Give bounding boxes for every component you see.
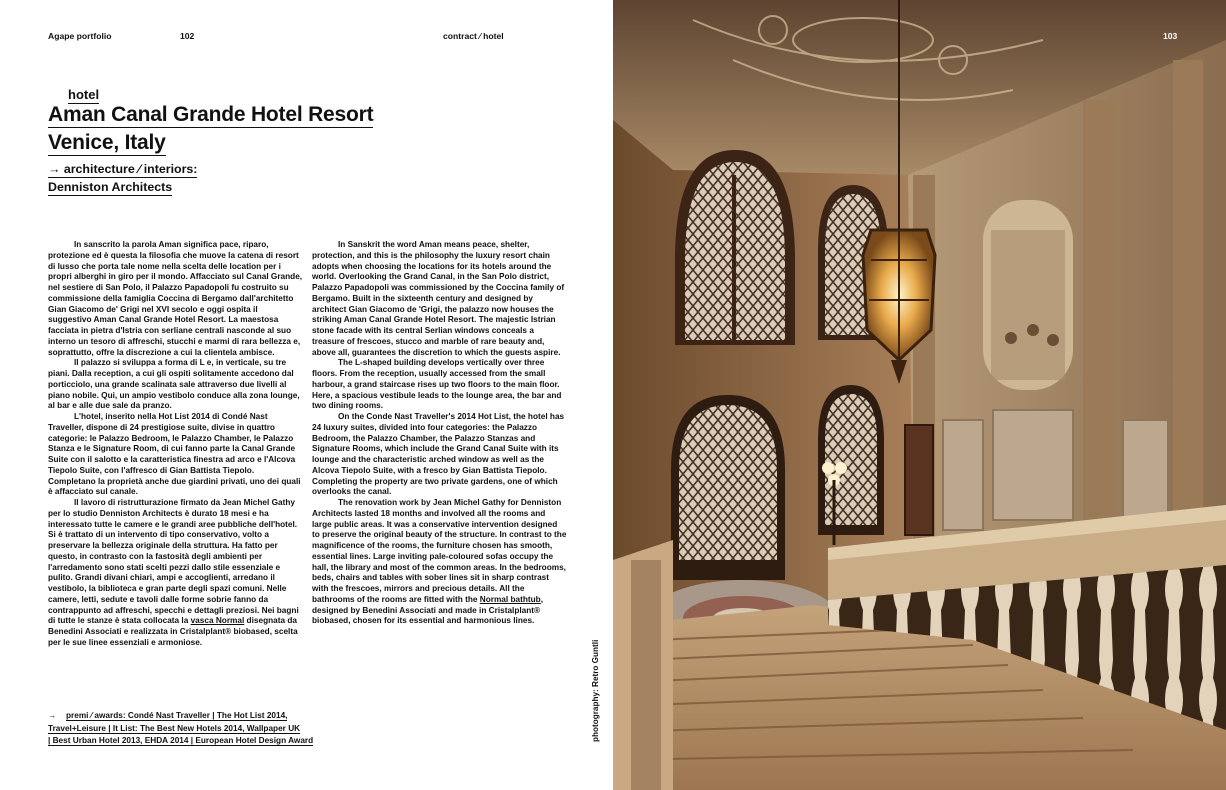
category-text: hotel: [68, 87, 100, 102]
page-number-right: 103: [1163, 31, 1178, 41]
upper-window-left: [675, 150, 795, 345]
right-page: [613, 0, 1226, 790]
lower-window-left: [671, 395, 785, 580]
photo-credit: photography: Retro Guntli: [591, 639, 600, 742]
lower-window-right: [818, 385, 884, 535]
english-paragraph-2: The L-shaped building develops vertically over three floors. From the reception, usually accessed from the small harbour, a grand staircase rises up two floors to the main floor. Here, a spacious vestibule leads to the lounge area, the bar and two dining rooms.: [312, 358, 562, 411]
english-product-link[interactable]: Normal bathtub: [479, 594, 541, 604]
italian-product-link[interactable]: vasca Normal: [190, 616, 245, 626]
awards-block: [48, 710, 338, 748]
category-label: [68, 87, 99, 104]
title-line-1: Aman Canal Grande Hotel Resort: [48, 104, 373, 128]
english-text-column: [312, 240, 567, 627]
credit-label: → architecture ⁄ interiors:: [48, 163, 197, 178]
italian-text-column: [48, 240, 303, 649]
credit-value: Denniston Architects: [48, 181, 172, 196]
page-number-left: 102: [180, 31, 195, 41]
italian-p4-start: Il lavoro di ristrutturazione firmato da Jean Michel Gathy per lo studio Denniston Architects è durato 18 mesi e ha interessato tutte le camere e le grandi aree pubbliche dell'hotel. Si è trattato di un intervento di tipo conservativo, volto a preservare la bellezza originale della struttura. Ha fatto per questo, in contrasto con la fastosità degli ambienti per l'arredamento sono stati scelti pezzi dallo stile essenziale e pulito. Grandi divani chiari, ampi e accoglienti, arredano il vestibolo, la biblioteca e gran parte degli spazi comuni. Nelle camere, letti, sedute e tavoli dalle forme sobrie fanno da contrappunto ad affreschi, specchi e dettagli preziosi. Nei bagni di tutte le stanze è stata collocata la: [48, 498, 299, 626]
italian-paragraph-1: In sanscrito la parola Aman significa pace, riparo, protezione ed è questa la filosofia che muove la catena di resort di lusso che porta tale nome nella scelta delle location per i propri alberghi in giro per il mondo. Affacciato sul Canal Grande, nel sestiere di San Polo, il Palazzo Papadopoli fu costruito su commissione della famiglia Coccina di Bergamo dall'architetto Gian Giacomo de' Grigi nel XVI secolo e oggi ospita il suggestivo Aman Canal Grande Hotel Resort. La maestosa facciata in pietra d'Istria con serliane centrali nasconde al suo interno un tesoro di affreschi, stucchi e marmi di rara bellezza e, soprattutto, offre la discrezione a cui la clientela ambisce.: [48, 240, 303, 357]
italian-paragraph-2: Il palazzo si sviluppa a forma di L e, in verticale, su tre piani. Dalla reception, a cui gli ospiti solitamente accedono dal porticciolo, una grande scalinata sale attraverso due livelli al piano nobile. Qui, un ampio vestibolo conduce alla zona lounge, al bar e alle due sale da pranzo.: [48, 358, 300, 411]
italian-paragraph-3: L'hotel, inserito nella Hot List 2014 di Condé Nast Traveller, dispone di 24 prestigiose suite, divise in quattro categorie: le Palazzo Bedroom, le Palazzo Chamber, le Palazzo Stanza e le Signature Room, di cui fanno parte la Canal Grande Suite con il salotto e la caratteristica finestra ad arco e l'Alcova Tiepolo Suite, con l'affresco di Gian Battista Tiepolo. Completano la proprietà anche due giardini privati, uno dei quali è affacciato sul canale.: [48, 412, 301, 497]
arrow-icon: →: [48, 711, 57, 720]
section-header: contract ⁄ hotel: [443, 31, 504, 41]
architect-credit: [48, 162, 197, 198]
english-paragraph-3: On the Conde Nast Traveller's 2014 Hot List, the hotel has 24 luxury suites, divided into four categories: the Palazzo Bedroom, the Palazzo Chamber, the Palazzo Stanzas and Signature Rooms, which include the Grand Canal Suite with its lounge and the characteristic arched window as well as the Alcova Tiepolo Suite, with a fresco by Gian Battista Tiepolo. Completing the property are two private gardens, one of which overlooks the canal.: [312, 412, 565, 497]
awards-line-1: premi ⁄ awards: Condé Nast Traveller | The Hot List 2014,: [66, 711, 288, 720]
english-p4-start: The renovation work by Jean Michel Gathy for Denniston Architects lasted 18 months and involved all the rooms and large public areas. It was a conservative intervention designed to preserve the original beauty of the structure. In contrast to the magnificence of the rooms, the furniture chosen has smooth, essential lines. Large inviting pale-coloured sofas occupy the hall, the library and most of the common areas. In the bedrooms, beds, chairs and tables with sober lines sit in sharp contrast with the frescoes, mirrors and precious details. All the bathrooms of the rooms are fitted with the: [312, 498, 567, 604]
english-paragraph-1: In Sanskrit the word Aman means peace, shelter, protection, and this is the philosophy the luxury resort chain adopts when choosing the locations for its hotels around the world. Overlooking the Grand Canal, in the San Polo district, Palazzo Papadopoli was commissioned by the Coccina family of Bergamo. Built in the sixteenth century and designed by architect Gian Giacomo de 'Grigi, the palazzo now houses the striking Aman Canal Grande Hotel Resort. The majestic Istrian stone facade with its central Serlian windows conceals a treasure of frescoes, stucco and marble of rare beauty and, above all, guarantees the discretion to which the guests aspire.: [312, 240, 565, 357]
article-title: [48, 103, 373, 159]
english-p4-end: , designed by Benedini Associati and made in Cristalplant® biobased, chosen for its essential and harmonious lines.: [312, 594, 544, 626]
staircase-photograph: [613, 0, 1226, 790]
running-header-portfolio: Agape portfolio: [48, 31, 112, 41]
english-paragraph-4: [312, 498, 567, 627]
awards-line-3: | Best Urban Hotel 2013, EHDA 2014 | European Hotel Design Award: [48, 736, 314, 745]
awards-line-2: Travel+Leisure | It List: The Best New Hotels 2014, Wallpaper UK: [48, 723, 301, 733]
title-line-2: Venice, Italy: [48, 132, 166, 156]
italian-paragraph-4: [48, 498, 303, 649]
italian-p4-end: disegnata da Benedini Associati e realizzata in Cristalplant® biobased, scelta per le sue linee essenziali e armoniose.: [48, 616, 298, 647]
